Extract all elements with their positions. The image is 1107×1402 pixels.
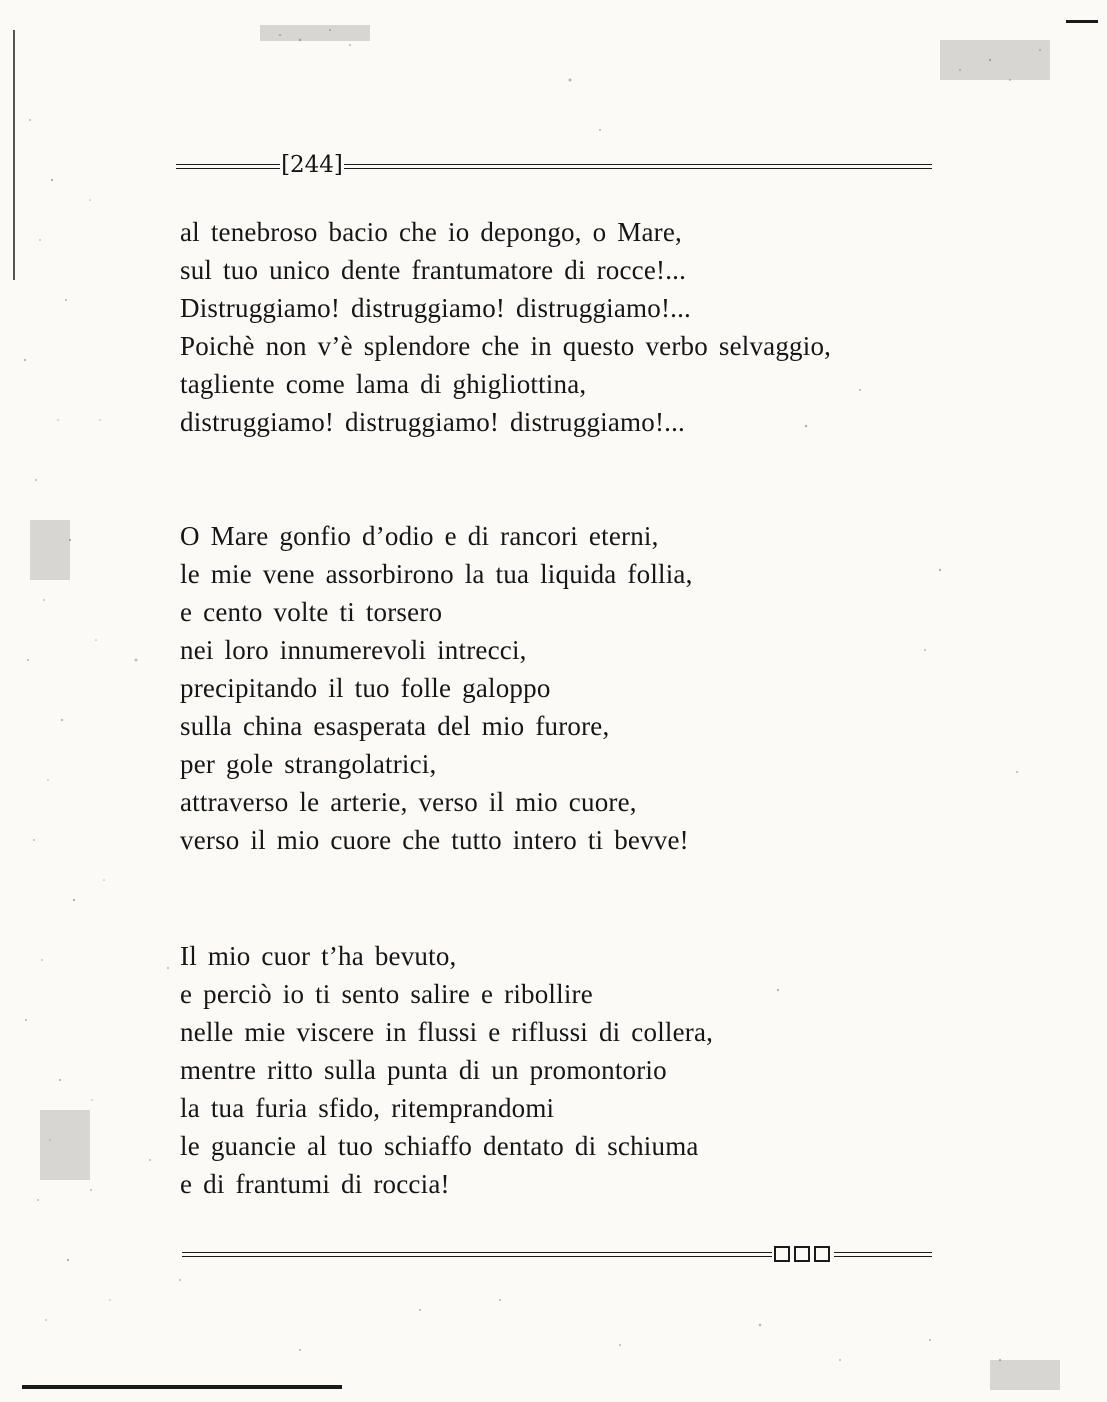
ornament-square-icon <box>774 1246 790 1262</box>
poem-line: sulla china esasperata del mio furore, <box>180 711 610 741</box>
footer-rule-right <box>834 1252 932 1257</box>
poem-line: nelle mie viscere in flussi e riflussi di collera, <box>180 1017 714 1047</box>
page-header <box>176 150 932 180</box>
ornament-square-icon <box>794 1246 810 1262</box>
poem-line: e cento volte ti torsero <box>180 597 443 627</box>
poem-line: mentre ritto sulla punta di un promontorio <box>180 1055 667 1085</box>
header-rule-right <box>344 164 932 169</box>
poem-line: e perciò io ti sento salire e ribollire <box>180 979 593 1009</box>
poem-line: precipitando il tuo folle galoppo <box>180 673 551 703</box>
poem-line: le guancie al tuo schiaffo dentato di schiuma <box>180 1131 699 1161</box>
poem-line: tagliente come lama di ghigliottina, <box>180 369 587 399</box>
corner-mark <box>1066 20 1098 23</box>
poem-line: attraverso le arterie, verso il mio cuore, <box>180 787 637 817</box>
poem-line: la tua furia sfido, ritemprandomi <box>180 1093 555 1123</box>
poem-line: distruggiamo! distruggiamo! distruggiamo!... <box>180 407 685 437</box>
poem-line: Distruggiamo! distruggiamo! distruggiamo!... <box>180 293 691 323</box>
square-ornament <box>774 1246 834 1262</box>
footer-rule-left <box>182 1252 772 1257</box>
poem-line: verso il mio cuore che tutto intero ti bevve! <box>180 825 689 855</box>
poem-line: le mie vene assorbirono la tua liquida follia, <box>180 559 693 589</box>
poem-line: Poichè non v’è splendore che in questo verbo selvaggio, <box>180 331 832 361</box>
bottom-margin-rule <box>22 1385 342 1389</box>
footer-ornament <box>182 1244 932 1264</box>
left-margin-rule <box>13 30 15 280</box>
poem-line: O Mare gonfio d’odio e di rancori eterni, <box>180 521 659 551</box>
poem-line: sul tuo unico dente frantumatore di rocce!... <box>180 255 687 285</box>
poem-line: al tenebroso bacio che io depongo, o Mare, <box>180 217 682 247</box>
header-rule-left <box>176 164 280 169</box>
ornament-square-icon <box>814 1246 830 1262</box>
poem-line: Il mio cuor t’ha bevuto, <box>180 941 457 971</box>
page-number: [244] <box>281 152 343 178</box>
poem-line: nei loro innumerevoli intrecci, <box>180 635 527 665</box>
poem-line: e di frantumi di roccia! <box>180 1169 450 1199</box>
poem-line: per gole strangolatrici, <box>180 749 437 779</box>
